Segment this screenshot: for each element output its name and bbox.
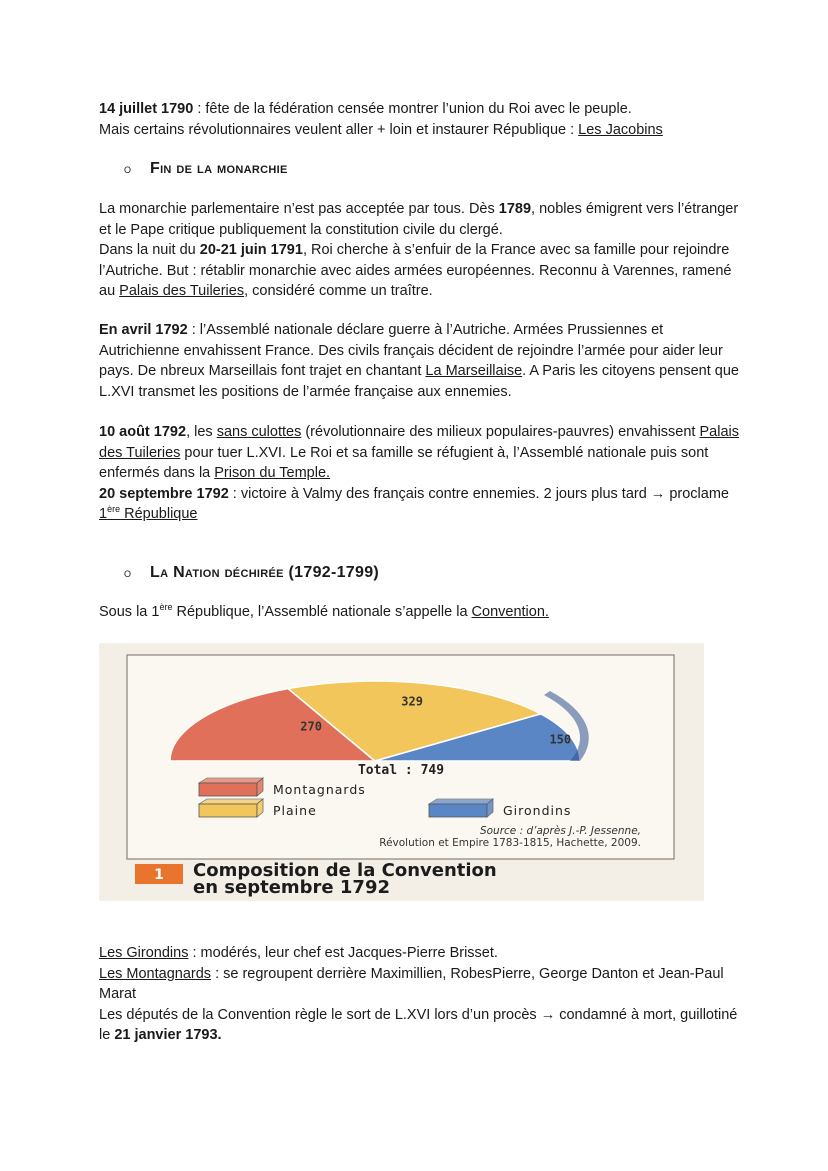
- paragraph-convention: Sous la 1ère République, l’Assemblé nationale s’appelle la Convention.: [99, 602, 549, 620]
- legend-label: Plaine: [273, 803, 317, 818]
- figure-number: 1: [154, 867, 164, 883]
- term-girondins: Les Girondins: [99, 945, 189, 961]
- legend-swatch-top: [199, 778, 263, 783]
- paragraph-emigration: La monarchie parlementaire n’est pas acceptée par tous. Dès 1789, nobles émigrent vers l’étranger et le Pape critique publiquement la constitution civile du clergé. Dans la nuit du 20-21 juin 1791, Roi cherche à s’enfuir de la France avec sa famille pour rejoindre l’Autriche. But : rétablir monarchie avec aides armées européennes. Reconnu à Varennes, ramené au Palais des Tuileries, considéré comme un traître.: [99, 201, 739, 299]
- heading-nation-dechiree: o La Nation déchirée (1792-1799): [124, 564, 380, 581]
- paragraph-aout-1792: 10 août 1792, les sans culottes (révolutionnaire des milieux populaires-pauvres) envahissent Palais des Tuileries pour tuer L.XVI. Le Roi et sa famille se réfugient à, l’Assemblé nationale puis sont enfermés dans la Prison du Temple. 20 septembre 1792 : victoire à Valmy des français contre ennemies. 2 jours plus tard → proclame 1ère République: [99, 424, 739, 522]
- term-les-jacobins: Les Jacobins: [578, 121, 663, 138]
- slice-value-label: 150: [549, 732, 572, 747]
- legend-swatch: [429, 804, 487, 817]
- convention-chart-figure: [99, 643, 704, 901]
- paragraph-girondins-montagnards: Les Girondins : modérés, leur chef est Jacques-Pierre Brisset. Les Montagnards : se regroupent derrière Maximillien, RobesPierre, George Danton et Jean-Paul Marat Les députés de la Convention règle le sort de L.XVI lors d’un procès → condamné à mort, guillotiné le 21 janvier 1793.: [99, 945, 738, 1043]
- term-montagnards: Les Montagnards: [99, 965, 212, 982]
- term-palais-tuileries-2: Palais des Tuileries: [99, 424, 739, 461]
- chart-title-line1: Composition de la Convention: [193, 860, 497, 881]
- legend-swatch-top: [429, 799, 493, 804]
- term-sans-culottes: sans culottes: [216, 424, 302, 440]
- legend-swatch: [199, 804, 257, 817]
- legend-label: Montagnards: [273, 782, 366, 797]
- chart-source-line1: Source : d’après J.-P. Jessenne,: [479, 825, 641, 837]
- legend-swatch-top: [199, 799, 263, 804]
- paragraph-avril-1792: En avril 1792 : l’Assemblé nationale déclare guerre à l’Autriche. Armées Prussiennes et Autrichienne envahissent France. Des civils français décident de rejoindre l’armée pour aider leur pays. De nbreux Marseillais font trajet en chantant La Marseillaise. A Paris les citoyens pensent que L.XVI transmet les positions de l’armée française aux ennemies.: [99, 322, 739, 400]
- term-marseillaise: La Marseillaise: [425, 363, 523, 379]
- date-14-juillet-1790: 14 juillet 1790: [99, 101, 194, 117]
- term-premiere-republique: 1ère République: [99, 504, 198, 522]
- chart-title-line2: en septembre 1792: [193, 877, 390, 898]
- slice-value-label: 329: [401, 694, 423, 709]
- term-convention: Convention.: [471, 604, 549, 620]
- legend-label: Girondins: [503, 803, 572, 818]
- bullet-icon: o: [124, 565, 132, 580]
- term-prison-temple: Prison du Temple.: [214, 465, 331, 481]
- convention-chart: [99, 643, 704, 901]
- intro-paragraph: 14 juillet 1790 : fête de la fédération censée montrer l’union du Roi avec le peuple. Mais certains révolutionnaires veulent aller + loin et instaurer République : Les Jacobins: [99, 101, 663, 138]
- legend-swatch: [199, 783, 257, 796]
- term-palais-tuileries: Palais des Tuileries: [119, 283, 245, 299]
- slice-value-label: 270: [300, 719, 322, 734]
- heading-fin-monarchie: o Fin de la monarchie: [124, 160, 288, 177]
- chart-source-line2: Révolution et Empire 1783-1815, Hachette, 2009.: [379, 837, 641, 849]
- chart-total-label: Total : 749: [357, 763, 445, 778]
- bullet-icon: o: [124, 161, 132, 176]
